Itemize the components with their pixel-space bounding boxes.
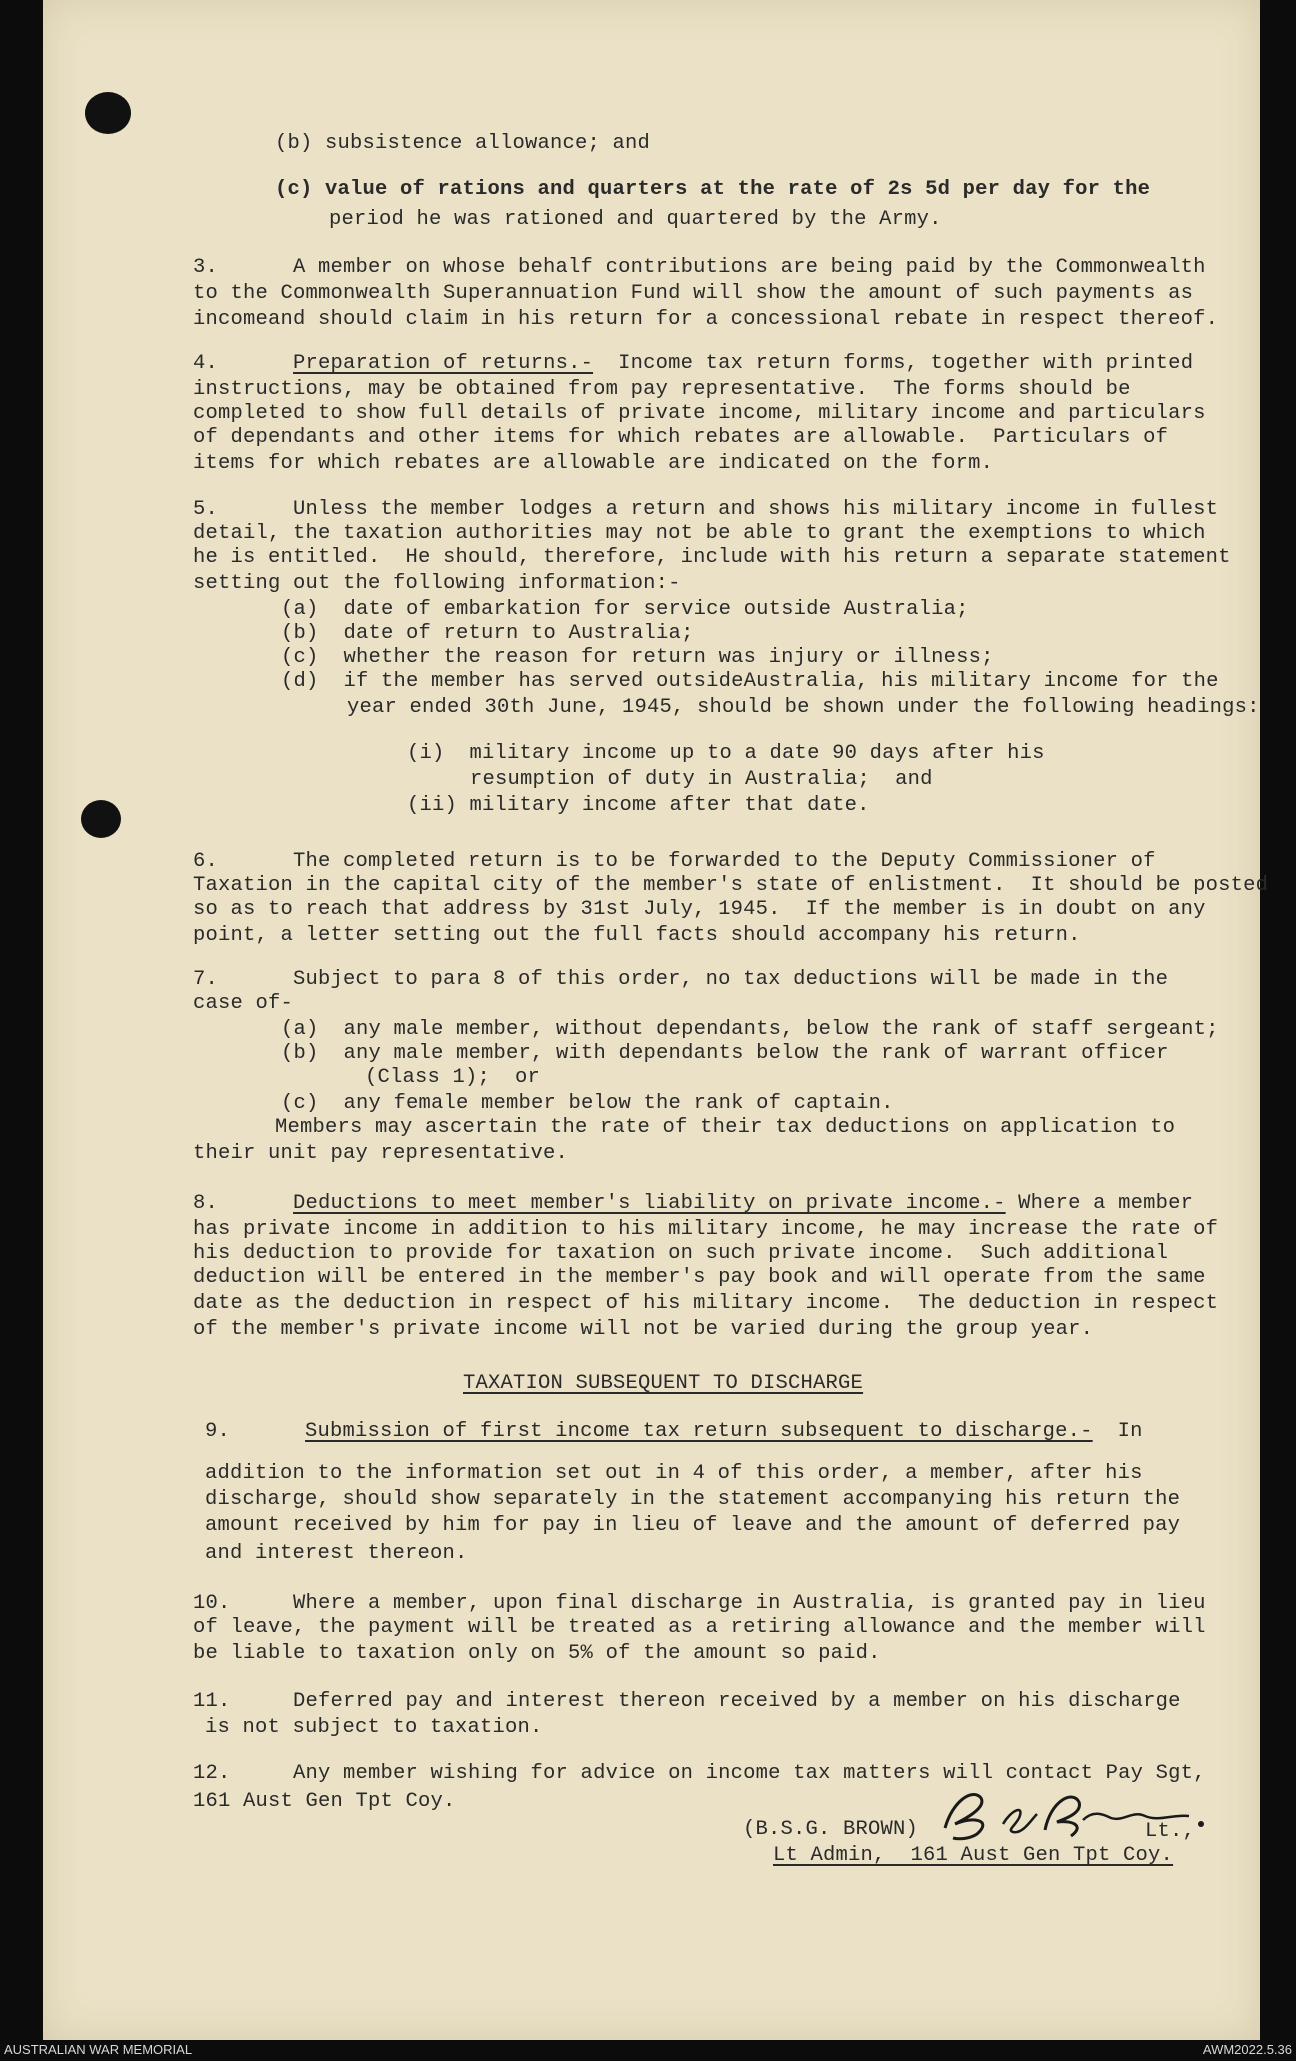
text-line: (c) whether the reason for return was injury or illness; <box>281 646 994 669</box>
punch-hole-top <box>85 92 131 134</box>
text-line: and interest thereon. <box>205 1542 468 1565</box>
text-line: (Class 1); or <box>365 1066 541 1089</box>
section-heading: Preparation of returns.- <box>293 352 594 375</box>
signatory-rank: Lt., <box>1145 1820 1196 1843</box>
text-line: Members may ascertain the rate of their tax deductions on application to <box>275 1116 1176 1139</box>
text-line: amount received by him for pay in lieu of leave and the amount of deferred pay <box>205 1514 1181 1537</box>
text-line: be liable to taxation only on 5% of the amount so paid. <box>193 1642 881 1665</box>
text-line: of the member's private income will not be varied during the group year. <box>193 1318 1094 1341</box>
text-line: 12. Any member wishing for advice on income tax matters will contact Pay Sgt, <box>193 1762 1206 1785</box>
text-line: (d) if the member has served outsideAustralia, his military income for the <box>281 670 1219 693</box>
text-line: has private income in addition to his military income, he may increase the rate of <box>193 1218 1219 1241</box>
text-line: (a) any male member, without dependants, below the rank of staff sergeant; <box>281 1018 1219 1041</box>
text-line <box>205 1418 1143 1446</box>
text-line: of leave, the payment will be treated as a retiring allowance and the member will <box>193 1616 1206 1639</box>
text-line: (b) subsistence allowance; and <box>275 132 651 155</box>
text-line: (b) any male member, with dependants below the rank of warrant officer <box>281 1042 1169 1065</box>
text-line: their unit pay representative. <box>193 1142 569 1165</box>
document-page <box>43 0 1269 2040</box>
text-line: instructions, may be obtained from pay representative. The forms should be <box>193 378 1131 401</box>
text-line: period he was rationed and quartered by the Army. <box>329 208 942 231</box>
text-line: 7. Subject to para 8 of this order, no tax deductions will be made in the <box>193 968 1169 991</box>
text-line: incomeand should claim in his return for a concessional rebate in respect thereof. <box>193 308 1219 331</box>
text-line: items for which rebates are allowable are indicated on the form. <box>193 452 994 475</box>
footer-accession: AWM2022.5.36 <box>1202 2042 1292 2057</box>
section-title: TAXATION SUBSEQUENT TO DISCHARGE <box>463 1372 864 1395</box>
text-span: In <box>1092 1420 1143 1443</box>
text-line: 5. Unless the member lodges a return and shows his military income in fullest <box>193 498 1219 521</box>
text-line <box>193 350 1193 378</box>
text-line: setting out the following information:- <box>193 572 681 595</box>
text-line: detail, the taxation authorities may not be able to grant the exemptions to which <box>193 522 1206 545</box>
text-line: addition to the information set out in 4 of this order, a member, after his <box>205 1462 1143 1485</box>
text-line: resumption of duty in Australia; and <box>470 768 933 791</box>
para-number: 9. <box>205 1420 306 1443</box>
text-line: discharge, should show separately in the statement accompanying his return the <box>205 1488 1181 1511</box>
footer-institution: AUSTRALIAN WAR MEMORIAL <box>4 2042 193 2057</box>
text-line: point, a letter setting out the full facts should accompany his return. <box>193 924 1081 947</box>
para-number: 4. <box>193 352 294 375</box>
text-line <box>193 1190 1193 1218</box>
text-line: 6. The completed return is to be forwarded to the Deputy Commissioner of <box>193 850 1156 873</box>
text-line: date as the deduction in respect of his military income. The deduction in respect <box>193 1292 1219 1315</box>
text-line: is not subject to taxation. <box>205 1716 543 1739</box>
text-line: (c) any female member below the rank of captain. <box>281 1092 894 1115</box>
text-line: he is entitled. He should, therefore, include with his return a separate statement <box>193 546 1231 569</box>
text-span: Income tax return forms, together with printed <box>593 352 1194 375</box>
punch-hole-middle <box>81 800 121 838</box>
text-line: (b) date of return to Australia; <box>281 622 694 645</box>
text-line: 11. Deferred pay and interest thereon received by a member on his discharge <box>193 1690 1181 1713</box>
text-line: (a) date of embarkation for service outside Australia; <box>281 598 969 621</box>
text-line: 161 Aust Gen Tpt Coy. <box>193 1790 456 1813</box>
text-line: 3. A member on whose behalf contributions are being paid by the Commonwealth <box>193 256 1206 279</box>
signatory-name: (B.S.G. BROWN) <box>743 1818 919 1841</box>
text-line: so as to reach that address by 31st July, 1945. If the member is in doubt on any <box>193 898 1206 921</box>
text-line: deduction will be entered in the member's pay book and will operate from the same <box>193 1266 1206 1289</box>
text-line: his deduction to provide for taxation on such private income. Such additional <box>193 1242 1169 1265</box>
text-line: (c) value of rations and quarters at the rate of 2s 5d per day for the <box>275 178 1151 201</box>
text-line: (i) military income up to a date 90 days after his <box>407 742 1045 765</box>
text-line: (ii) military income after that date. <box>407 794 870 817</box>
text-span: Where a member <box>1005 1192 1194 1215</box>
text-line: year ended 30th June, 1945, should be shown under the following headings: <box>347 696 1260 719</box>
signatory-unit: Lt Admin, 161 Aust Gen Tpt Coy. <box>773 1844 1174 1867</box>
text-line: case of- <box>193 992 294 1015</box>
para-number: 8. <box>193 1192 294 1215</box>
text-line: to the Commonwealth Superannuation Fund will show the amount of such payments as <box>193 282 1194 305</box>
text-line: 10. Where a member, upon final discharge in Australia, is granted pay in lieu <box>193 1592 1206 1615</box>
text-line: completed to show full details of private income, military income and particulars <box>193 402 1206 425</box>
text-line: Taxation in the capital city of the member's state of enlistment. It should be posted <box>193 874 1269 897</box>
section-heading: Deductions to meet member's liability on private income.- <box>293 1192 1006 1215</box>
text-line: of dependants and other items for which rebates are allowable. Particulars of <box>193 426 1169 449</box>
section-heading: Submission of first income tax return subsequent to discharge.- <box>305 1420 1093 1443</box>
